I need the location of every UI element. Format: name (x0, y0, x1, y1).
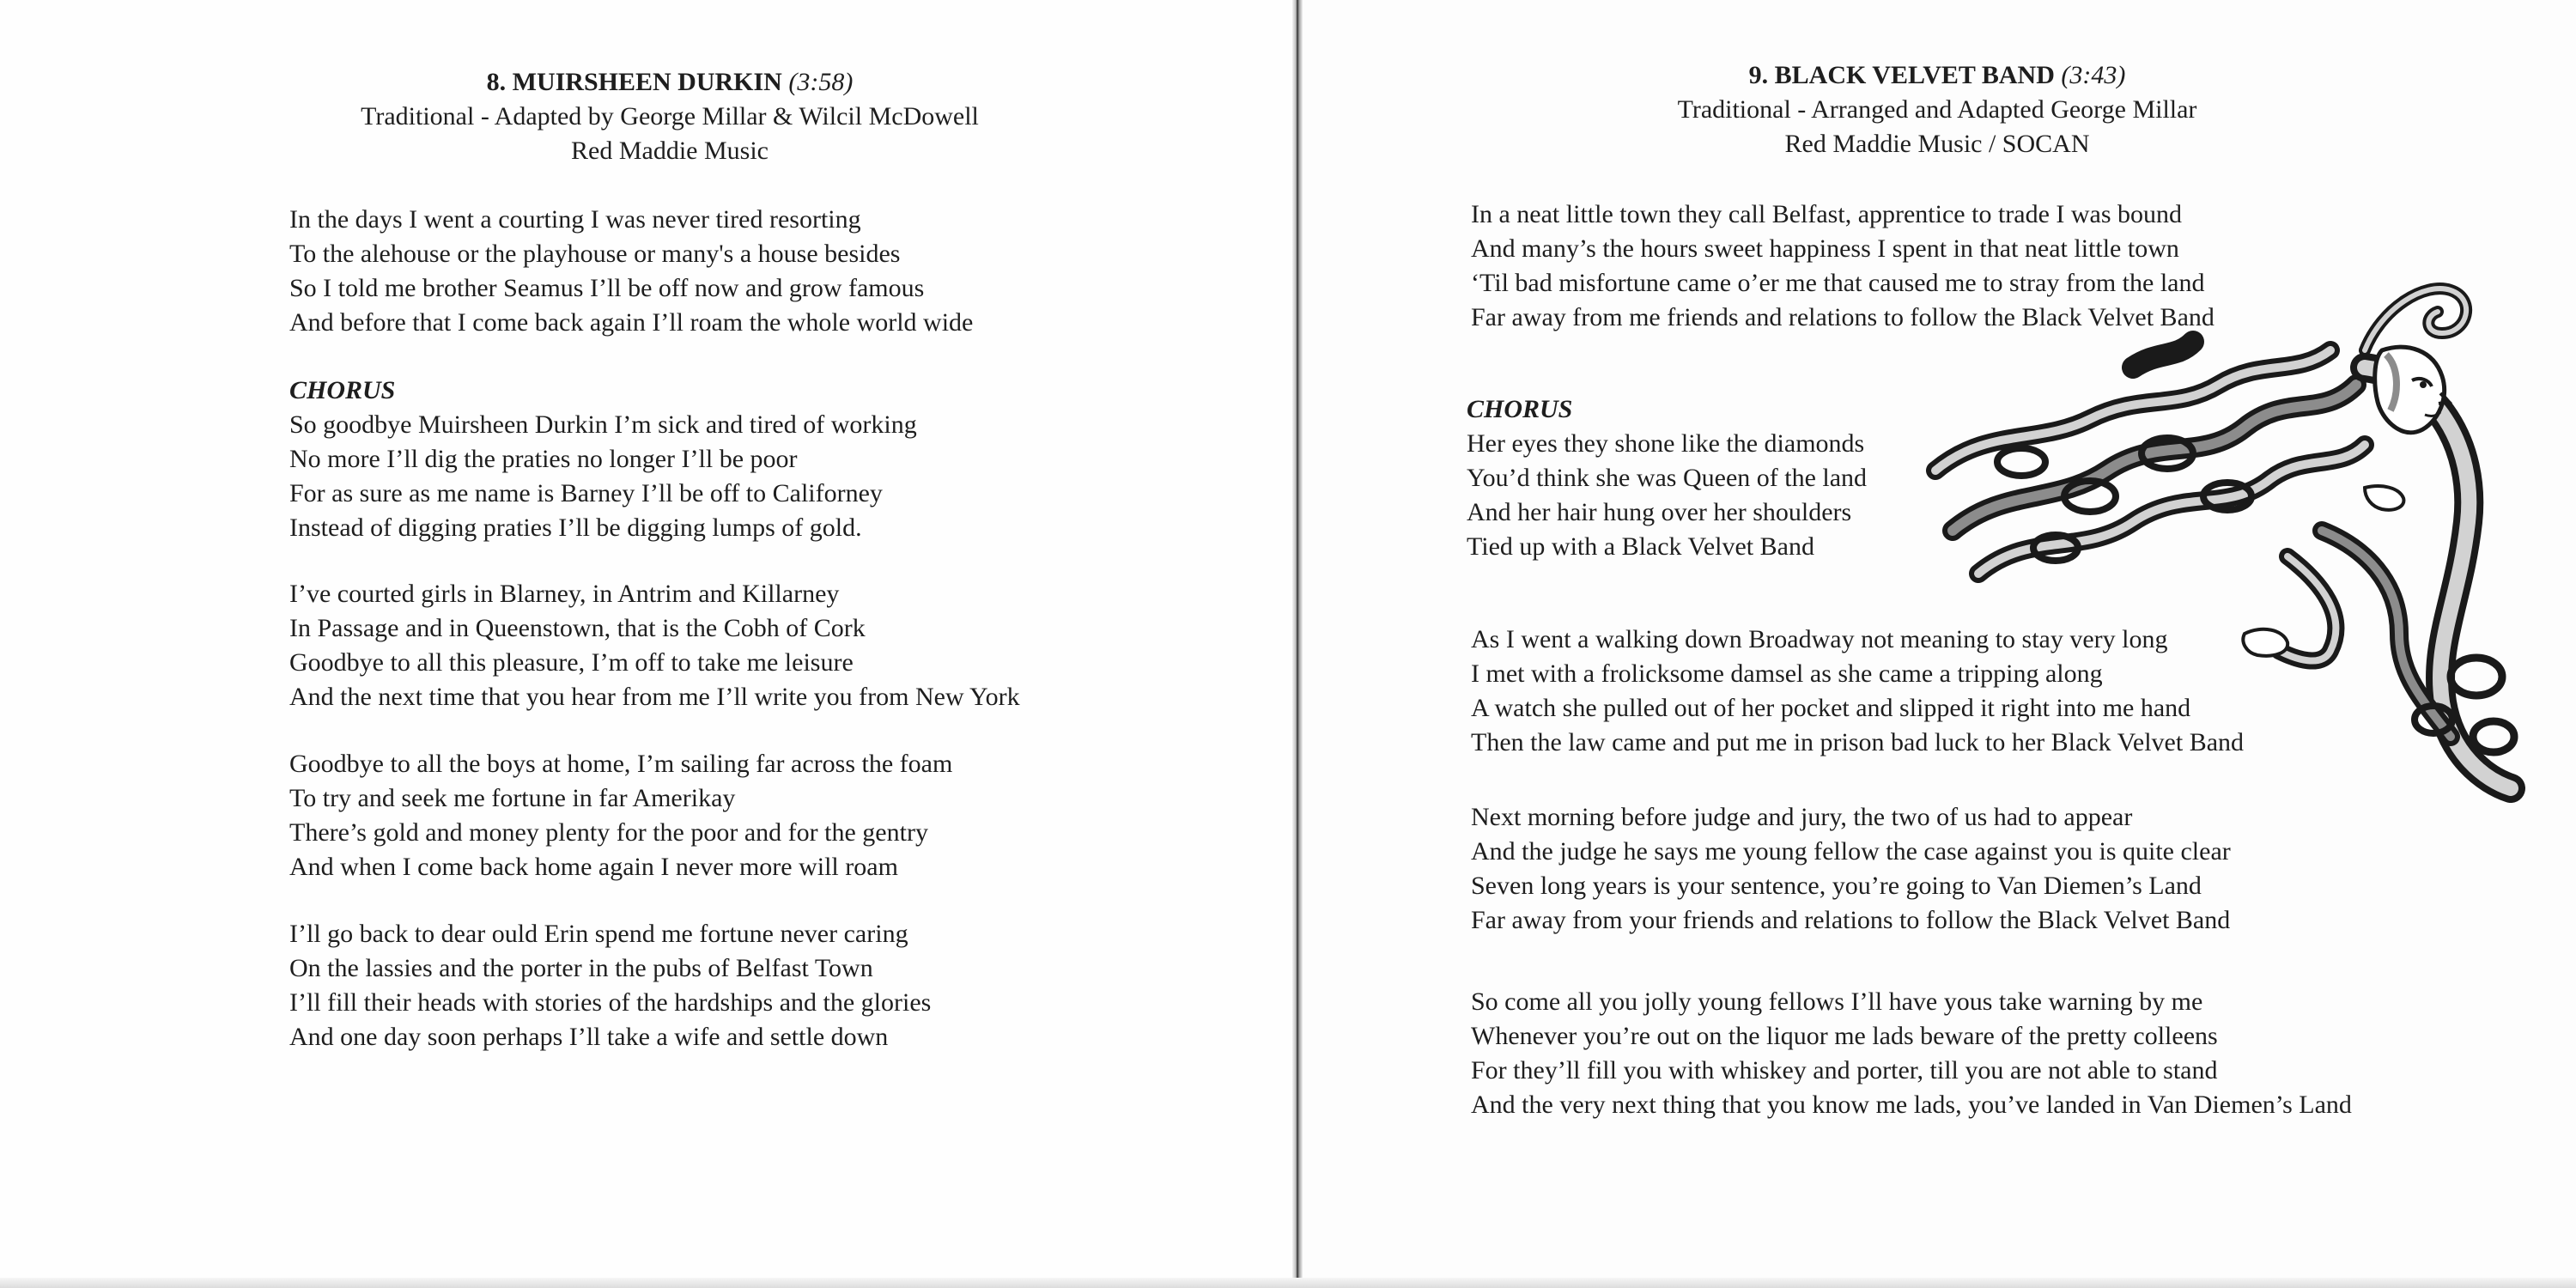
lyric-line: For they’ll fill you with whiskey and porter, till you are not able to stand (1471, 1056, 2218, 1084)
lyric-line: And the very next thing that you know me lads, you’ve landed in Van Diemen’s Land (1471, 1091, 2352, 1119)
song-title-line (1298, 58, 2576, 93)
lyric-line: In the days I went a courting I was never tired resorting (289, 205, 861, 234)
lyric-line: A watch she pulled out of her pocket and slipped it right into me hand (1471, 694, 2191, 722)
chorus-label: CHORUS (1467, 395, 1573, 423)
lyric-line: Whenever you’re out on the liquor me lads beware of the pretty colleens (1471, 1022, 2218, 1050)
lyric-line: Next morning before judge and jury, the two of us had to appear (1471, 803, 2133, 831)
song-duration: (3:43) (2061, 61, 2126, 89)
chorus-label: CHORUS (289, 376, 396, 404)
lyric-line: So I told me brother Seamus I’ll be off now and grow famous (289, 274, 925, 302)
lyric-line: You’d think she was Queen of the land (1467, 464, 1868, 492)
lyric-line: ‘Til bad misfortune came o’er me that caused me to stray from the land (1471, 269, 2205, 297)
song-title: BLACK VELVET BAND (1774, 61, 2055, 89)
song-title: MUIRSHEEN DURKIN (512, 68, 782, 96)
song-header (0, 65, 1340, 168)
lyric-line: And before that I come back again I’ll roam the whole world wide (289, 308, 974, 337)
verse (1471, 800, 2231, 938)
song-header (1298, 58, 2576, 161)
song-credit: Traditional - Arranged and Adapted George Millar (1677, 95, 2197, 124)
right-page (1298, 0, 2576, 1288)
lyric-line: Then the law came and put me in prison bad luck to her Black Velvet Band (1471, 728, 2245, 756)
song-credit: Traditional - Adapted by George Millar & Wilcil McDowell (361, 102, 979, 131)
verse (289, 577, 1020, 714)
lyric-line: Far away from your friends and relations to follow the Black Velvet Band (1471, 906, 2231, 934)
lyric-line: As I went a walking down Broadway not meaning to stay very long (1471, 625, 2168, 653)
song-number: 8. (486, 68, 507, 96)
verse (289, 747, 952, 884)
verse (1471, 623, 2244, 760)
lyric-line: And the next time that you hear from me I’ll write you from New York (289, 683, 1020, 711)
lyric-line: And many’s the hours sweet happiness I spent in that neat little town (1471, 234, 2179, 263)
lyric-line: Her eyes they shone like the diamonds (1467, 429, 1865, 458)
lyric-line: To try and seek me fortune in far Amerikay (289, 784, 736, 812)
song-publisher: Red Maddie Music / SOCAN (1784, 130, 2090, 158)
chorus (289, 374, 917, 545)
lyric-line: In a neat little town they call Belfast, apprentice to trade I was bound (1471, 200, 2183, 228)
lyric-line: To the alehouse or the playhouse or many's a house besides (289, 240, 901, 268)
lyric-line: I met with a frolicksome damsel as she came a tripping along (1471, 659, 2103, 688)
lyric-line: Instead of digging praties I’ll be digging lumps of gold. (289, 513, 862, 542)
verse (289, 917, 931, 1054)
lyric-line: And one day soon perhaps I’ll take a wife and settle down (289, 1023, 889, 1051)
lyric-line: Seven long years is your sentence, you’re going to Van Diemen’s Land (1471, 872, 2202, 900)
lyric-line: Far away from me friends and relations to follow the Black Velvet Band (1471, 303, 2215, 331)
booklet-spine (1292, 0, 1303, 1288)
lyric-line: I’ve courted girls in Blarney, in Antrim and Killarney (289, 580, 840, 608)
lyric-line: In Passage and in Queenstown, that is the Cobh of Cork (289, 614, 866, 642)
lyric-line: I’ll fill their heads with stories of the hardships and the glories (289, 988, 932, 1017)
lyric-line: Goodbye to all this pleasure, I’m off to take me leisure (289, 648, 854, 677)
lyric-line: And her hair hung over her shoulders (1467, 498, 1852, 526)
lyric-line: No more I’ll dig the praties no longer I’ll be poor (289, 445, 798, 473)
song-title-line (0, 65, 1340, 100)
lyric-line: So goodbye Muirsheen Durkin I’m sick and tired of working (289, 410, 917, 439)
chorus (1467, 392, 1867, 564)
song-publisher: Red Maddie Music (571, 137, 769, 165)
lyric-line: So come all you jolly young fellows I’ll have yous take warning by me (1471, 987, 2203, 1016)
lyric-line: On the lassies and the porter in the pubs of Belfast Town (289, 954, 873, 982)
page-bottom-edge (0, 1278, 2576, 1288)
lyric-line: For as sure as me name is Barney I’ll be off to Californey (289, 479, 883, 507)
song-duration: (3:58) (788, 68, 854, 96)
verse (1471, 985, 2352, 1122)
song-number: 9. (1748, 61, 1769, 89)
verse (289, 203, 973, 340)
lyric-line: Goodbye to all the boys at home, I’m sailing far across the foam (289, 750, 953, 778)
lyric-line: And the judge he says me young fellow the case against you is quite clear (1471, 837, 2231, 866)
lyric-line: There’s gold and money plenty for the poor and for the gentry (289, 818, 928, 847)
lyric-line: Tied up with a Black Velvet Band (1467, 532, 1814, 561)
lyric-line: I’ll go back to dear ould Erin spend me fortune never caring (289, 920, 908, 948)
lyric-line: And when I come back home again I never more will roam (289, 853, 898, 881)
verse (1471, 197, 2215, 335)
